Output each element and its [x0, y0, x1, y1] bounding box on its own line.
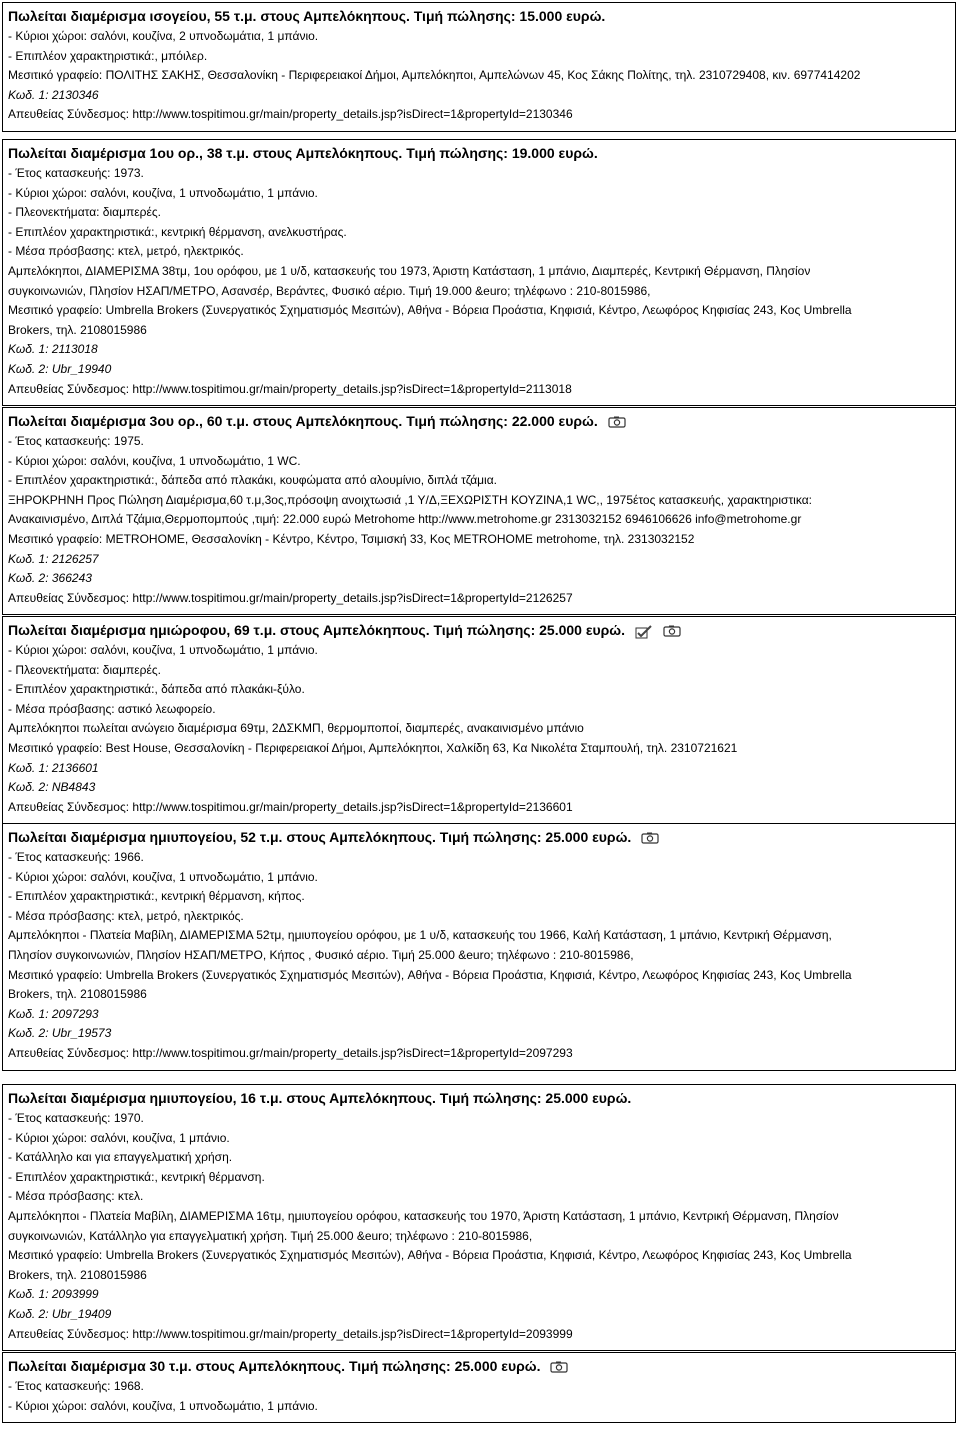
listing-code: Κωδ. 2: Ubr_19940 — [8, 362, 112, 376]
listing-detail-line: - Έτος κατασκευής: 1975. — [8, 434, 144, 448]
listing-detail-line: - Πλεονεκτήματα: διαμπερές. — [8, 662, 161, 677]
camera-icon[interactable] — [663, 625, 681, 637]
listing-detail-line: - Κύριοι χώροι: σαλόνι, κουζίνα, 1 μπάνιο. — [8, 1130, 230, 1145]
listing-detail-line: Αμπελόκηποι, ΔΙΑΜΕΡΙΣΜΑ 38τμ, 1ου ορόφου, με 1 υ/δ, κατασκευής του 1973, Άριστη Κατάσταση, 1 μπάνιο, Διαμπερές, Κεντρική Θέρμανση, Πλησίον — [8, 264, 811, 278]
listing-card — [2, 407, 956, 615]
listing-title-text[interactable]: Πωλείται διαμέρισμα ημιυπογείου, 16 τ.μ. στους Αμπελόκηπους. Τιμή πώλησης: 25.000 ευρώ. — [8, 1090, 632, 1106]
listing-detail-line: Αμπελόκηποι πωλείται ανώγειο διαμέρισμα 69τμ, 2ΔΣΚΜΠ, θερμομποποί, διαμπερές, ανακαινισμένο μπάνιο — [8, 721, 584, 736]
listing-code: Κωδ. 1: 2113018 — [8, 342, 98, 357]
listing-detail-line: - Επιπλέον χαρακτηριστικά:, δάπεδα από πλακάκι-ξύλο. — [8, 682, 305, 697]
listing-code: Κωδ. 1: 2130346 — [8, 87, 99, 102]
listing-code: Κωδ. 1: 2136601 — [8, 760, 99, 775]
direct-link[interactable]: Απευθείας Σύνδεσμος: http://www.tospitimou.gr/main/property_details.jsp?isDirect=1&propertyId=2126257 — [8, 590, 573, 605]
direct-link[interactable]: Απευθείας Σύνδεσμος: http://www.tospitimou.gr/main/property_details.jsp?isDirect=1&propertyId=2093999 — [8, 1326, 573, 1341]
listing-detail-line: - Έτος κατασκευής: 1973. — [8, 166, 144, 180]
listing-code: Κωδ. 1: 2097293 — [8, 1006, 99, 1021]
listing-detail-line: Brokers, τηλ. 2108015986 — [8, 987, 147, 1002]
listing-title[interactable] — [8, 619, 951, 641]
listing-detail-line: Αμπελόκηποι - Πλατεία Μαβίλη, ΔΙΑΜΕΡΙΣΜΑ 52τμ, ημιυπογείου ορόφου, με 1 υ/δ, κατασκευής του 1966, Καλή Κατάσταση, 1 μπάνιο, Κεντρική Θέρμανση, — [8, 928, 832, 943]
direct-link[interactable]: Απευθείας Σύνδεσμος: http://www.tospitimou.gr/main/property_details.jsp?isDirect=1&propertyId=2097293 — [8, 1046, 573, 1060]
listing-detail-line: - Επιπλέον χαρακτηριστικά:, δάπεδα από πλακάκι, κουφώματα από αλουμίνιο, διπλά τζάμια. — [8, 473, 497, 488]
listing-title-text[interactable]: Πωλείται διαμέρισμα 1ου ορ., 38 τ.μ. στους Αμπελόκηπους. Τιμή πώλησης: 19.000 ευρώ. — [8, 145, 598, 161]
listing-detail-line: Brokers, τηλ. 2108015986 — [8, 1267, 147, 1282]
listing-detail-line: - Κύριοι χώροι: σαλόνι, κουζίνα, 1 υπνοδωμάτιο, 1 μπάνιο. — [8, 1398, 318, 1413]
listing-code: Κωδ. 2: Ubr_19573 — [8, 1026, 112, 1041]
camera-icon[interactable] — [608, 416, 626, 428]
listing-card — [2, 2, 956, 132]
listing-detail-line: - Κύριοι χώροι: σαλόνι, κουζίνα, 1 υπνοδωμάτιο, 1 WC. — [8, 453, 301, 468]
listing-card — [2, 616, 956, 824]
listing-detail-line: Μεσιτικό γραφείο: METROHOME, Θεσσαλονίκη - Κέντρο, Κέντρο, Τσιμισκή 33, Κος METROHOME metrohome, τηλ. 2313032152 — [8, 532, 695, 546]
listing-title[interactable] — [8, 5, 951, 27]
listing-detail-line: - Κύριοι χώροι: σαλόνι, κουζίνα, 2 υπνοδωμάτια, 1 μπάνιο. — [8, 29, 319, 43]
listing-detail-line: Brokers, τηλ. 2108015986 — [8, 322, 147, 337]
listing-code: Κωδ. 1: 2126257 — [8, 551, 99, 566]
listing-title[interactable] — [8, 410, 951, 432]
listing-detail-line: - Επιπλέον χαρακτηριστικά:, κεντρική θέρμανση, κήπος. — [8, 889, 305, 904]
listing-code: Κωδ. 2: Ubr_19409 — [8, 1307, 112, 1321]
listing-detail-line: Ανακαινισμένο, Διπλά Τζάμια,Θερμοπομπούς ,τιμή: 22.000 ευρώ Metrohome http://www.metrohome.gr 2313032152 6946106626 info@metrohome.gr — [8, 512, 802, 527]
camera-icon[interactable] — [641, 832, 659, 844]
listing-card — [2, 1084, 956, 1351]
listing-detail-line: Μεσιτικό γραφείο: Umbrella Brokers (Συνεργατικός Σχηματισμός Μεσιτών), Αθήνα - Βόρεια Προάστια, Κηφισιά, Κέντρο, Λεωφόρος Κηφισίας 243, Κος Umbrella — [8, 303, 852, 318]
listing-detail-line: - Κύριοι χώροι: σαλόνι, κουζίνα, 1 υπνοδωμάτιο, 1 μπάνιο. — [8, 869, 318, 884]
checkbox-checked-icon — [635, 625, 653, 637]
listing-title[interactable] — [8, 1087, 951, 1109]
listing-card — [2, 139, 956, 406]
listing-detail-line: Μεσιτικό γραφείο: Umbrella Brokers (Συνεργατικός Σχηματισμός Μεσιτών), Αθήνα - Βόρεια Προάστια, Κηφισιά, Κέντρο, Λεωφόρος Κηφισίας 243, Κος Umbrella — [8, 1248, 852, 1263]
listing-title[interactable] — [8, 826, 951, 848]
listing-title-text[interactable]: Πωλείται διαμέρισμα 30 τ.μ. στους Αμπελόκηπους. Τιμή πώλησης: 25.000 ευρώ. — [8, 1358, 541, 1374]
direct-link[interactable]: Απευθείας Σύνδεσμος: http://www.tospitimou.gr/main/property_details.jsp?isDirect=1&propertyId=2136601 — [8, 799, 573, 814]
listing-detail-line: - Μέσα πρόσβασης: κτελ, μετρό, ηλεκτρικός. — [8, 244, 244, 259]
listing-title-text[interactable]: Πωλείται διαμέρισμα ημιώροφου, 69 τ.μ. στους Αμπελόκηπους. Τιμή πώλησης: 25.000 ευρώ. — [8, 622, 626, 638]
listing-title-text[interactable]: Πωλείται διαμέρισμα ημιυπογείου, 52 τ.μ. στους Αμπελόκηπους. Τιμή πώλησης: 25.000 ευρώ. — [8, 829, 632, 845]
listing-detail-line: - Έτος κατασκευής: 1970. — [8, 1111, 144, 1125]
listing-detail-line: - Μέσα πρόσβασης: κτελ. — [8, 1189, 144, 1204]
listing-card — [2, 823, 956, 1071]
listing-detail-line: συγκοινωνιών, Πλησίον ΗΣΑΠ/ΜΕΤΡΟ, Ασανσέρ, Βεράντες, Φυσικό αέριο. Τιμή 19.000 &euro; τηλέφωνο : 210-8015986, — [8, 283, 651, 298]
listing-code: Κωδ. 1: 2093999 — [8, 1287, 99, 1302]
listing-detail-line: ΞΗΡΟΚΡΗΝΗ Προς Πώληση Διαμέρισμα,60 τ.μ,3ος,πρόσοψη ανοιχτωσιά ,1 Υ/Δ,ΞΕΧΩΡΙΣΤΗ ΚΟΥΖΙΝΑ,1 WC,, 1975έτος κατασκευής, χαρακτηριστικα: — [8, 492, 812, 507]
listing-detail-line: - Έτος κατασκευής: 1966. — [8, 850, 144, 864]
listing-code: Κωδ. 2: NB4843 — [8, 780, 96, 795]
direct-link[interactable]: Απευθείας Σύνδεσμος: http://www.tospitimou.gr/main/property_details.jsp?isDirect=1&propertyId=2113018 — [8, 381, 572, 396]
listing-detail-line: Μεσιτικό γραφείο: ΠΟΛΙΤΗΣ ΣΑΚΗΣ, Θεσσαλονίκη - Περιφερειακοί Δήμοι, Αμπελόκηποι, Αμπελώνων 45, Κος Σάκης Πολίτης, τηλ. 2310729408, κιν. 6977414202 — [8, 68, 861, 83]
listing-detail-line: - Μέσα πρόσβασης: κτελ, μετρό, ηλεκτρικός. — [8, 908, 244, 923]
listing-detail-line: συγκοινωνιών, Κατάλληλο για επαγγελματική χρήση. Τιμή 25.000 &euro; τηλέφωνο : 210-8015986, — [8, 1228, 533, 1243]
camera-icon[interactable] — [550, 1361, 568, 1373]
listing-title-text[interactable]: Πωλείται διαμέρισμα 3ου ορ., 60 τ.μ. στους Αμπελόκηπους. Τιμή πώλησης: 22.000 ευρώ. — [8, 413, 598, 429]
listing-detail-line: - Επιπλέον χαρακτηριστικά:, κεντρική θέρμανση, ανελκυστήρας. — [8, 224, 347, 239]
listing-detail-line: Πλησίον συγκοινωνιών, Πλησίον ΗΣΑΠ/ΜΕΤΡΟ, Κήπος , Φυσικό αέριο. Τιμή 25.000 &euro; τηλέφωνο : 210-8015986, — [8, 948, 634, 962]
listing-detail-line: Μεσιτικό γραφείο: Best House, Θεσσαλονίκη - Περιφερειακοί Δήμοι, Αμπελόκηποι, Χαλκίδη 63, Κα Νικολέτα Σταμπουλή, τηλ. 2310721621 — [8, 741, 738, 755]
listing-detail-line: Αμπελόκηποι - Πλατεία Μαβίλη, ΔΙΑΜΕΡΙΣΜΑ 16τμ, ημιυπογείου ορόφου, κατασκευής του 1970, Άριστη Κατάσταση, 1 μπάνιο, Κεντρική Θέρμανση, Πλησίον — [8, 1209, 839, 1223]
listing-title[interactable] — [8, 1355, 951, 1377]
listing-detail-line: - Πλεονεκτήματα: διαμπερές. — [8, 205, 161, 220]
listing-detail-line: - Κύριοι χώροι: σαλόνι, κουζίνα, 1 υπνοδωμάτιο, 1 μπάνιο. — [8, 643, 318, 657]
listing-detail-line: - Επιπλέον χαρακτηριστικά:, κεντρική θέρμανση. — [8, 1169, 265, 1184]
listing-detail-line: - Έτος κατασκευής: 1968. — [8, 1379, 144, 1393]
listing-detail-line: - Κατάλληλο και για επαγγελματική χρήση. — [8, 1150, 233, 1165]
listing-detail-line: - Επιπλέον χαρακτηριστικά:, μπόιλερ. — [8, 48, 208, 63]
listing-card — [2, 1352, 956, 1423]
listing-code: Κωδ. 2: 366243 — [8, 571, 92, 586]
listing-title[interactable] — [8, 142, 951, 164]
listing-title-text[interactable]: Πωλείται διαμέρισμα ισογείου, 55 τ.μ. στους Αμπελόκηπους. Τιμή πώλησης: 15.000 ευρώ. — [8, 8, 606, 24]
direct-link[interactable]: Απευθείας Σύνδεσμος: http://www.tospitimou.gr/main/property_details.jsp?isDirect=1&propertyId=2130346 — [8, 107, 573, 122]
listing-detail-line: Μεσιτικό γραφείο: Umbrella Brokers (Συνεργατικός Σχηματισμός Μεσιτών), Αθήνα - Βόρεια Προάστια, Κηφισιά, Κέντρο, Λεωφόρος Κηφισίας 243, Κος Umbrella — [8, 967, 852, 982]
listing-detail-line: - Κύριοι χώροι: σαλόνι, κουζίνα, 1 υπνοδωμάτιο, 1 μπάνιο. — [8, 185, 318, 200]
listing-detail-line: - Μέσα πρόσβασης: αστικό λεωφορείο. — [8, 701, 216, 716]
